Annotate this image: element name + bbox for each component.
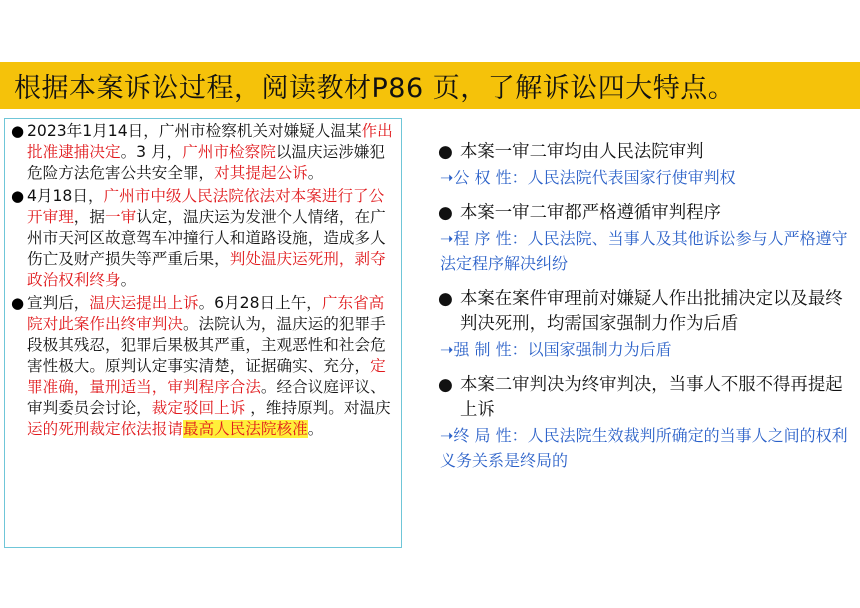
- feature-desc: 人民法院、当事人及其他诉讼参与人严格遵守法定程序解决纠纷: [440, 229, 848, 273]
- feature-point-4: [432, 373, 852, 423]
- text-run: 广州市中级人民法院依法对本案进行了公开审理: [27, 187, 385, 226]
- text-run: 宣判后，: [27, 294, 90, 312]
- text-run: 。: [120, 271, 137, 289]
- bullet-icon: ●: [11, 122, 25, 140]
- text-run: 裁定驳回上诉: [151, 399, 251, 417]
- feature-label: ➝终 局 性：: [440, 426, 528, 445]
- text-run: 最高人民法院核准: [182, 420, 308, 438]
- feature-point-text: 本案一审二审都严格遵循审判程序: [460, 203, 721, 223]
- text-run: 作出批准逮捕决定: [27, 122, 393, 161]
- text-run: 定罪准确，量刑适当，审判程序合法: [27, 357, 386, 396]
- feature-point-text: 本案一审二审均由人民法院审判: [460, 142, 704, 162]
- feature-point-text: 本案二审判决为终审判决，当事人不服不得再提起上诉: [460, 375, 843, 420]
- case-paragraph-2: [11, 186, 397, 291]
- text-run: 。法院认为，温庆运的犯罪手段极其残忍，犯罪后果极其严重，主观恶性和社会危害性极大。原判认定事实清楚，证据确实、充分，: [27, 315, 386, 375]
- feature-label: ➝强 制 性：: [440, 340, 528, 359]
- text-run: ，维持原判。对温庆: [250, 399, 391, 417]
- text-run: 。经合议庭评议、审判委员会讨论，: [27, 378, 386, 417]
- text-run: 判处温庆运死刑，剥夺政治权利终身: [27, 250, 386, 289]
- text-run: 4月18日，: [27, 187, 104, 205]
- feature-desc: 人民法院代表国家行使审判权: [527, 168, 736, 187]
- bullet-icon: ●: [438, 203, 453, 223]
- features-list: [432, 140, 852, 473]
- feature-point-1: [432, 140, 852, 165]
- text-run: 一审: [105, 208, 137, 226]
- text-run: 2023年1月14日，广州市检察机关对嫌疑人温某: [27, 122, 362, 140]
- text-run: 对其提起公诉: [214, 164, 308, 182]
- bullet-icon: ●: [438, 289, 453, 309]
- text-run: 广州市检察院: [182, 143, 276, 161]
- feature-label: ➝程 序 性：: [440, 229, 528, 248]
- case-paragraph-3: [11, 293, 397, 440]
- feature-point-text: 本案在案件审理前对嫌疑人作出批捕决定以及最终判决死刑，均需国家强制力作为后盾: [460, 289, 843, 334]
- text-run: 。6月28日上午，: [198, 294, 322, 312]
- text-run: ，据: [73, 208, 105, 226]
- bullet-icon: ●: [438, 375, 453, 395]
- text-run: 。: [307, 420, 324, 438]
- feature-finality: [432, 423, 852, 473]
- case-text-box: [4, 118, 402, 548]
- text-run: 。3 月，: [120, 143, 183, 161]
- text-run: 运的死刑裁定依法报请: [27, 420, 183, 438]
- feature-point-2: [432, 201, 852, 226]
- feature-label: ➝公 权 性：: [440, 168, 528, 187]
- feature-coercive: [432, 337, 852, 362]
- text-run: 。: [307, 164, 324, 182]
- text-run: 认定，温庆运为发泄个人情绪，在广州市天河区故意驾车冲撞行人和道路设施，造成多人伤亡及财产损失等严重后果，: [27, 208, 386, 268]
- text-run: 温庆运提出上诉: [89, 294, 199, 312]
- bullet-icon: ●: [11, 294, 25, 312]
- bullet-icon: ●: [11, 187, 25, 205]
- text-run: 以温庆运涉嫌犯危险方法危害公共安全罪，: [27, 143, 385, 182]
- feature-point-3: [432, 287, 852, 337]
- page-title: 根据本案诉讼过程，阅读教材P86 页，了解诉讼四大特点。: [14, 73, 736, 104]
- feature-procedural: [432, 226, 852, 276]
- bullet-icon: ●: [438, 142, 453, 162]
- feature-desc: 以国家强制力为后盾: [527, 340, 672, 359]
- feature-public-power: [432, 165, 852, 190]
- feature-desc: 人民法院生效裁判所确定的当事人之间的权利义务关系是终局的: [440, 426, 848, 470]
- text-run: 广东省高院对此案作出终审判决: [27, 294, 385, 333]
- title-bar: [0, 62, 860, 109]
- case-paragraph-1: [11, 121, 397, 184]
